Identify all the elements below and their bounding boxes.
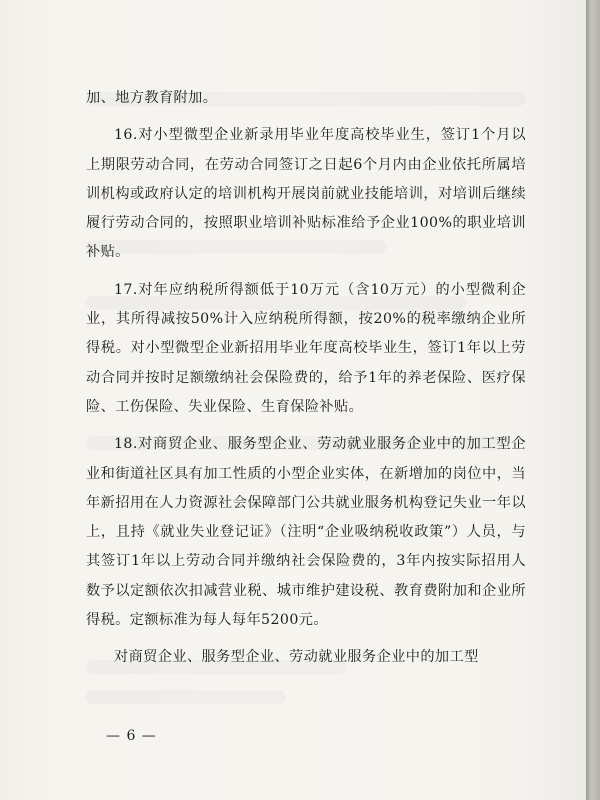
document-body bbox=[86, 84, 526, 681]
paragraph-item-16: 16.对小型微型企业新录用毕业年度高校毕业生，签订1个月以上期限劳动合同，在劳动合同签订之日起6个月内由企业依托所属培训机构或政府认定的培训机构开展岗前就业技能培训，对培训后继续履行劳动合同的，按照职业培训补贴标准给予企业100%的职业培训补贴。 bbox=[86, 127, 526, 261]
paragraph-item-17: 17.对年应纳税所得额低于10万元（含10万元）的小型微利企业，其所得减按50%计入应纳税所得额，按20%的税率缴纳企业所得税。对小型微型企业新招用毕业年度高校毕业生，签订1年以上劳动合同并按时足额缴纳社会保险费的，给予1年的养老保险、医疗保险、工伤保险、失业保险、生育保险补贴。 bbox=[86, 281, 526, 415]
paragraph-item-18: 18.对商贸企业、服务型企业、劳动就业服务企业中的加工型企业和街道社区具有加工性质的小型企业实体，在新增加的岗位中，当年新招用在人力资源社会保障部门公共就业服务机构登记失业一年以上，且持《就业失业登记证》（注明“企业吸纳税收政策”）人员，与其签订1年以上劳动合同并缴纳社会保险费的，3年内按实际招用人数予以定额依次扣减营业税、城市维护建设税、教育费附加和企业所得税。定额标准为每人每年5200元。 bbox=[86, 436, 526, 629]
page-number: — 6 — bbox=[106, 728, 157, 744]
paragraph-continuation: 加、地方教育附加。 bbox=[86, 90, 218, 106]
binding-edge bbox=[586, 0, 600, 800]
paragraph-trailing: 对商贸企业、服务型企业、劳动就业服务企业中的加工型 bbox=[114, 649, 479, 666]
